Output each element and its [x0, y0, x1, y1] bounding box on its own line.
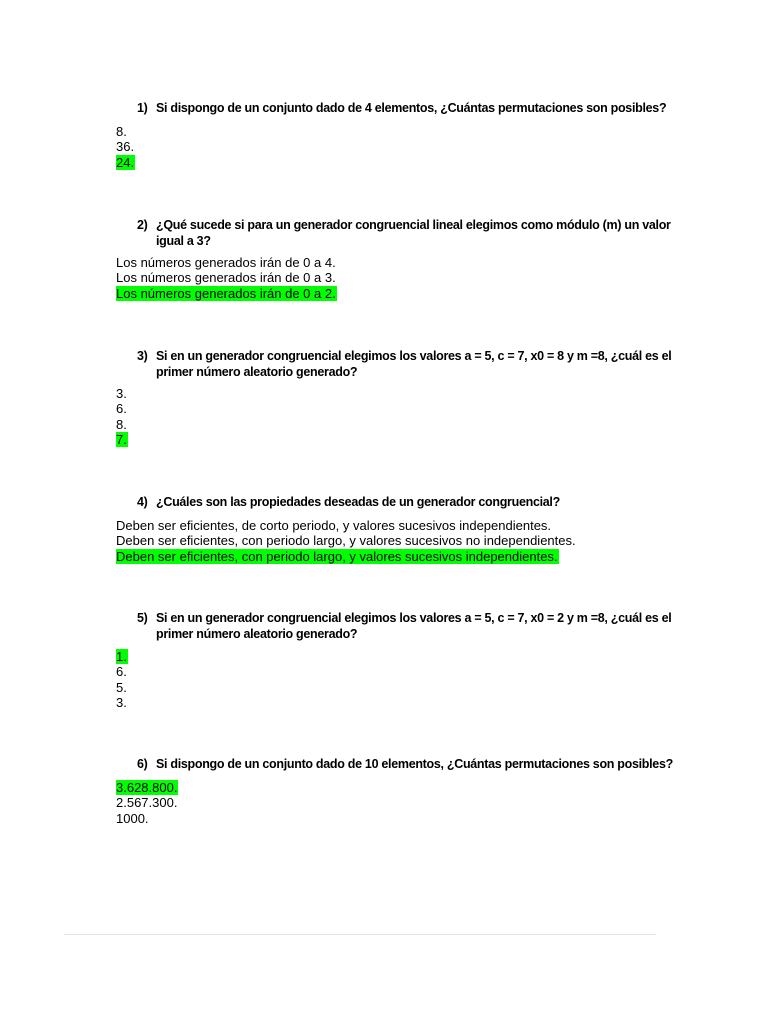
answer-option: 8.	[116, 124, 127, 139]
answer-option-correct: Deben ser eficientes, con periodo largo, y valores sucesivos independientes.	[116, 548, 558, 564]
answer-option-correct: 3.628.800.	[116, 780, 178, 795]
question-number: 5)	[137, 611, 148, 625]
question-text: ¿Qué sucede si para un generador congruencial lineal elegimos como módulo (m) un valor igual a 3?	[156, 218, 671, 248]
answer-option: 1000.	[116, 810, 149, 826]
answer-options	[116, 255, 337, 301]
question-text: Si dispongo de un conjunto dado de 10 elementos, ¿Cuántas permutaciones son posibles?	[156, 757, 673, 771]
answer-options	[116, 649, 128, 710]
answer-options	[116, 124, 135, 170]
answer-option: 6.	[116, 664, 127, 680]
question-text: ¿Cuáles son las propiedades deseadas de un generador congruencial?	[156, 495, 560, 509]
question-number: 6)	[137, 757, 148, 771]
answer-option-correct: 1.	[116, 649, 127, 664]
question-number: 3)	[137, 349, 148, 363]
answer-option-correct: 24.	[116, 154, 135, 170]
answer-option: Deben ser eficientes, con periodo largo, y valores sucesivos no independientes.	[116, 533, 576, 549]
question-text: Si dispongo de un conjunto dado de 4 elementos, ¿Cuántas permutaciones son posibles?	[156, 101, 667, 115]
answer-option-correct: Los números generados irán de 0 a 2.	[116, 285, 336, 301]
question-number: 4)	[137, 495, 148, 509]
answer-options	[116, 518, 577, 564]
answer-option: Los números generados irán de 0 a 3.	[116, 270, 336, 286]
answer-option: 2.567.300.	[116, 795, 178, 811]
question-number: 1)	[137, 101, 148, 115]
page-divider	[64, 934, 656, 935]
answer-option: Deben ser eficientes, de corto periodo, y valores sucesivos independientes.	[116, 518, 552, 533]
answer-options	[116, 386, 128, 447]
answer-option: 6.	[116, 401, 127, 417]
answer-option: 3.	[116, 694, 127, 710]
answer-option: Los números generados irán de 0 a 4.	[116, 255, 336, 270]
answer-option: 3.	[116, 386, 127, 401]
answer-option: 36.	[116, 139, 135, 155]
question-number: 2)	[137, 218, 148, 232]
answer-option: 5.	[116, 679, 127, 695]
answer-option-correct: 7.	[116, 431, 127, 447]
question-text: Si en un generador congruencial elegimos los valores a = 5, c = 7, x0 = 8 y m =8, ¿cuál es el primer número aleatorio generado?	[156, 349, 672, 379]
answer-options	[116, 780, 178, 826]
answer-option: 8.	[116, 416, 127, 432]
question-text: Si en un generador congruencial elegimos los valores a = 5, c = 7, x0 = 2 y m =8, ¿cuál es el primer número aleatorio generado?	[156, 611, 672, 641]
